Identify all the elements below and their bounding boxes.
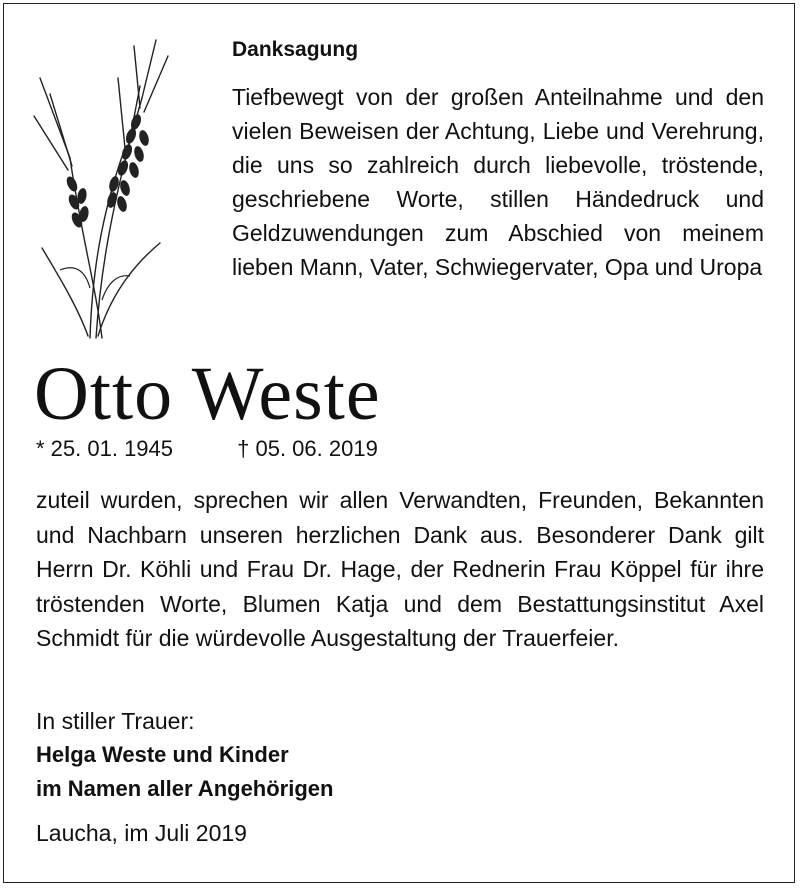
birth-date: * 25. 01. 1945 [36, 436, 174, 461]
death-date: † 05. 06. 2019 [237, 436, 378, 461]
closing-section [36, 704, 764, 806]
wheat-ears-icon [30, 38, 180, 348]
signatory-line-1: Helga Weste und Kinder [36, 742, 289, 767]
thanks-text: zuteil wurden, sprechen wir allen Verwandten, Freunden, Bekannten und Nachbarn unseren herzlichen Dank aus. Besonderer Dank gilt Herrn Dr. Köhli und Frau Dr. Hage, der Rednerin Frau Köppel für ihre tröstenden Worte, Blumen Katja und dem Bestattungsinstitut Axel Schmidt für die würdevolle Ausgestaltung der Trauerfeier. [36, 487, 764, 651]
life-dates [36, 434, 378, 464]
signatory-line-2: im Namen aller Angehörigen [36, 776, 334, 801]
deceased-name: Otto Weste [34, 352, 381, 436]
place-date: Laucha, im Juli 2019 [36, 820, 247, 846]
mourning-line: In stiller Trauer: [36, 708, 195, 734]
intro-text: Tiefbewegt von der großen Anteilnahme und den vielen Beweisen der Achtung, Liebe und Verehrung, die uns so zahlreich durch liebevolle, tröstende, geschriebene Worte, stillen Händedruck und Geldzuwendungen zum Abschied von meinem lieben Mann, Vater, Schwiegervater, Opa und Uropa [232, 84, 764, 280]
intro-section [232, 36, 764, 284]
notice-heading: Danksagung [232, 38, 359, 61]
